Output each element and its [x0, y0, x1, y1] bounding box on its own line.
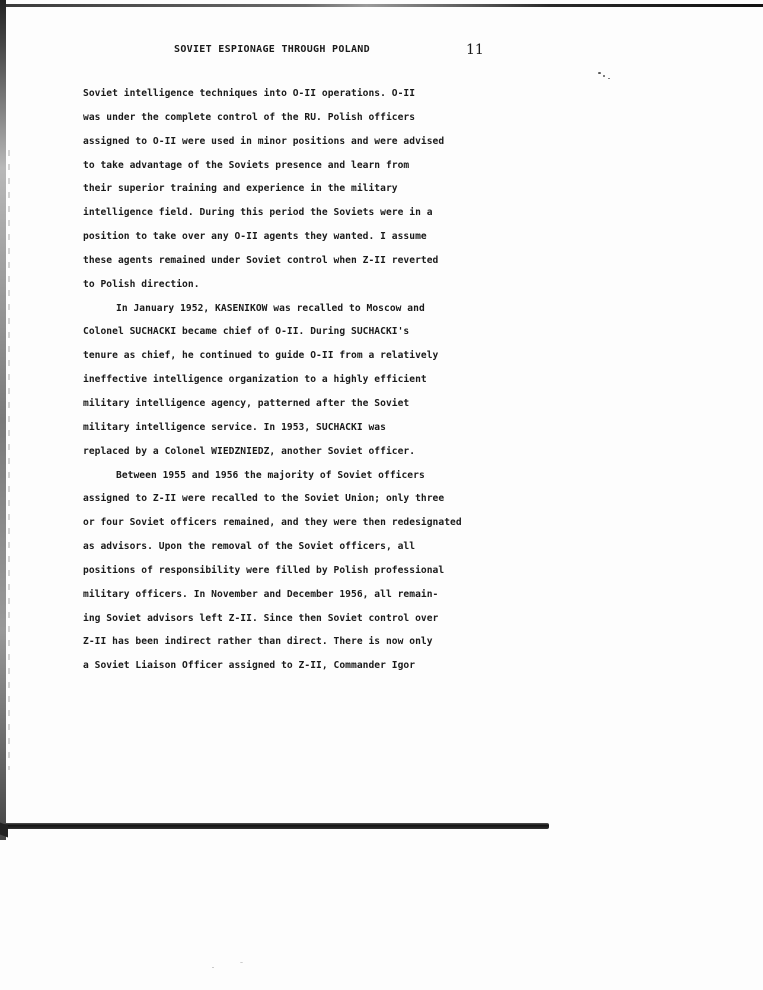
- text-line: a Soviet Liaison Officer assigned to Z-II, Commander Igor: [83, 660, 416, 672]
- paragraph-first-line: In January 1952, KASENIKOW was recalled to Moscow and: [116, 302, 425, 314]
- text-line: or four Soviet officers remained, and they were then redesignated: [83, 517, 462, 529]
- running-head: SOVIET ESPIONAGE THROUGH POLAND: [174, 44, 370, 55]
- text-line: tenure as chief, he continued to guide O-II from a relatively: [83, 350, 439, 362]
- text-line: replaced by a Colonel WIEDZNIEDZ, another Soviet officer.: [83, 445, 416, 457]
- scan-bottom-corner: [0, 823, 8, 838]
- text-line: military intelligence agency, patterned after the Soviet: [83, 397, 410, 409]
- text-line: positions of responsibility were filled by Polish professional: [83, 564, 445, 576]
- scan-bottom-edge: [4, 823, 549, 829]
- text-line: their superior training and experience in the military: [83, 183, 398, 195]
- text-line: military intelligence service. In 1953, SUCHACKI was: [83, 421, 386, 433]
- scan-speck: [240, 962, 243, 963]
- text-line: military officers. In November and December 1956, all remain-: [83, 588, 439, 600]
- scan-speck: [212, 967, 214, 968]
- text-line: intelligence field. During this period the Soviets were in a: [83, 207, 433, 219]
- text-line: ineffective intelligence organization to a highly efficient: [83, 374, 427, 386]
- scan-speck: [603, 75, 605, 77]
- scan-speck: [608, 78, 610, 79]
- text-line: was under the complete control of the RU. Polish officers: [83, 111, 416, 123]
- scan-top-edge: [0, 4, 763, 7]
- text-line: Soviet intelligence techniques into O-II operations. O-II: [83, 88, 416, 99]
- paragraph-first-line: Between 1955 and 1956 the majority of Soviet officers: [116, 469, 425, 481]
- text-line: to take advantage of the Soviets presence and learn from: [83, 159, 410, 171]
- text-line: to Polish direction.: [83, 278, 200, 290]
- text-line: ing Soviet advisors left Z-II. Since then Soviet control over: [83, 612, 439, 624]
- text-line: these agents remained under Soviet control when Z-II reverted: [83, 254, 439, 266]
- text-line: Z-II has been indirect rather than direct. There is now only: [83, 636, 433, 648]
- body-text: [83, 82, 483, 678]
- text-line: assigned to Z-II were recalled to the Soviet Union; only three: [83, 493, 445, 505]
- scan-left-shadow: [8, 150, 10, 770]
- scan-left-edge: [0, 0, 6, 840]
- page-number: 11: [466, 42, 484, 58]
- text-line: Colonel SUCHACKI became chief of O-II. During SUCHACKI's: [83, 326, 410, 338]
- scan-speck: [598, 72, 601, 74]
- text-line: as advisors. Upon the removal of the Soviet officers, all: [83, 541, 416, 553]
- text-line: assigned to O-II were used in minor positions and were advised: [83, 135, 445, 147]
- text-line: position to take over any O-II agents they wanted. I assume: [83, 231, 427, 243]
